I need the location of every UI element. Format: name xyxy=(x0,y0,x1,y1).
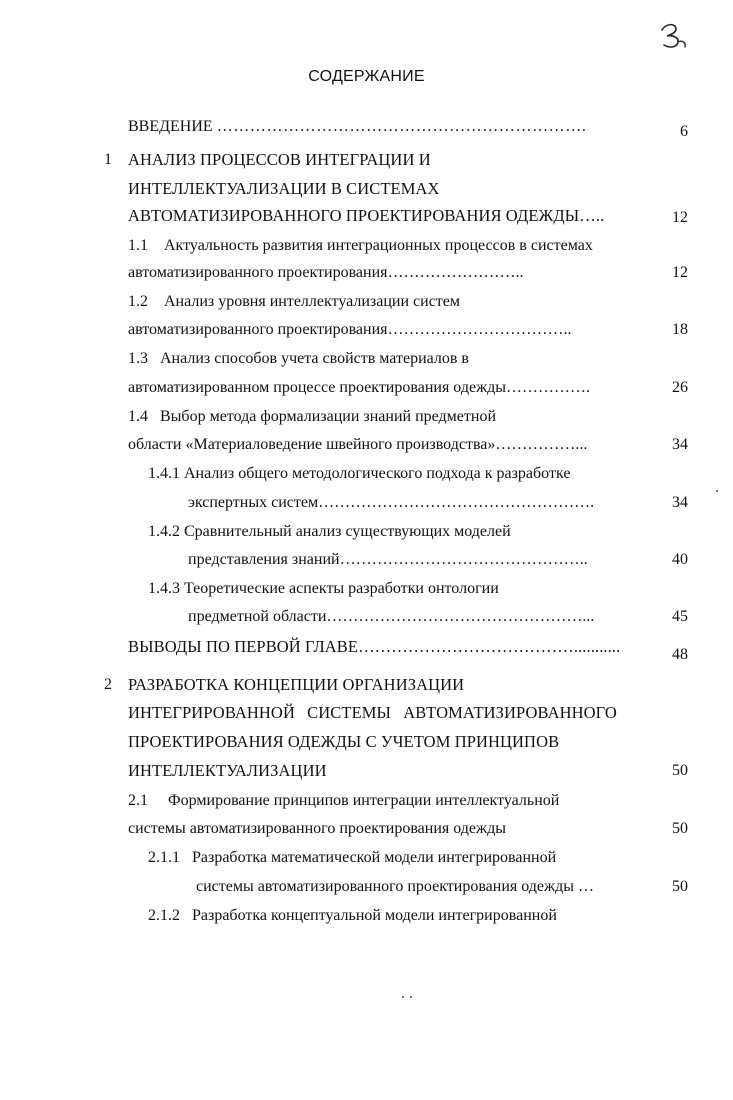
toc-s143-page: 45 xyxy=(672,608,688,625)
toc-ch2-line1: РАЗРАБОТКА КОНЦЕПЦИИ ОРГАНИЗАЦИИ xyxy=(128,675,465,694)
toc-s141-line1: 1.4.1 Анализ общего методологического подхода к разработке xyxy=(148,465,571,482)
toc-s142-line2: представления знаний……………………………………….. xyxy=(188,551,588,568)
page-title: СОДЕРЖАНИЕ xyxy=(308,68,425,85)
toc-s212-line1 xyxy=(148,906,557,926)
toc-ch2-line2: ИНТЕГРИРОВАННОЙ СИСТЕМЫ АВТОМАТИЗИРОВАННОГО xyxy=(128,703,617,722)
toc-s212-title: Разработка концептуальной модели интегрированной xyxy=(192,907,557,924)
toc-s212-num: 2.1.2 xyxy=(148,907,180,924)
toc-s13-line1 xyxy=(128,349,469,369)
toc-intro xyxy=(128,117,587,137)
toc-ch2-num: 2 xyxy=(104,676,112,693)
toc-s14-line1 xyxy=(128,407,496,427)
toc-s13-num: 1.3 xyxy=(128,350,148,367)
toc-s11-line2: автоматизированного проектирования…………………….. xyxy=(128,264,524,281)
toc-s12-title: Анализ уровня интеллектуализации систем xyxy=(164,293,461,310)
toc-ch2-line3: ПРОЕКТИРОВАНИЯ ОДЕЖДЫ С УЧЕТОМ ПРИНЦИПОВ xyxy=(128,732,560,751)
toc-s141-line2: экспертных систем……………………………………………. xyxy=(188,494,595,511)
toc-s13-title: Анализ способов учета свойств материалов в xyxy=(160,350,469,367)
toc-s141-page: 34 xyxy=(672,494,688,511)
toc-ch2-page: 50 xyxy=(672,762,688,779)
toc-s13-page: 26 xyxy=(672,379,688,396)
toc-intro-label: ВВЕДЕНИЕ xyxy=(128,118,213,135)
toc-ch1-line2: ИНТЕЛЛЕКТУАЛИЗАЦИИ В СИСТЕМАХ xyxy=(128,179,440,198)
toc-s143-line2: предметной области…………………………………………... xyxy=(188,608,595,625)
toc-s14-page: 34 xyxy=(672,436,688,453)
toc-s211-line1 xyxy=(148,848,556,868)
toc-s143-line1: 1.4.3 Теоретические аспекты разработки онтологии xyxy=(148,580,499,597)
toc-s14-num: 1.4 xyxy=(128,408,148,425)
toc-ch1-num: 1 xyxy=(104,151,112,168)
toc-ch1-line3: АВТОМАТИЗИРОВАННОГО ПРОЕКТИРОВАНИЯ ОДЕЖДЫ….. xyxy=(128,206,605,225)
toc-s13-line2: автоматизированном процессе проектирования одежды……………. xyxy=(128,379,591,396)
toc-s11-line1 xyxy=(128,236,593,256)
toc-s12-page: 18 xyxy=(672,321,688,338)
toc-s12-num: 1.2 xyxy=(128,293,148,310)
toc-s211-page: 50 xyxy=(672,878,688,895)
toc-s11-page: 12 xyxy=(672,264,688,281)
toc-s142-line1: 1.4.2 Сравнительный анализ существующих моделей xyxy=(148,523,511,540)
toc-ch2-line4: ИНТЕЛЛЕКТУАЛИЗАЦИИ xyxy=(128,761,327,780)
toc-s21-page: 50 xyxy=(672,820,688,837)
scan-speck xyxy=(410,996,412,998)
scan-speck xyxy=(402,996,404,998)
toc-s11-title: Актуальность развития интеграционных процессов в системах xyxy=(164,237,593,254)
toc-s14-title: Выбор метода формализации знаний предметной xyxy=(160,408,496,425)
toc-s12-line1 xyxy=(128,292,460,312)
toc-s142-page: 40 xyxy=(672,551,688,568)
toc-s11-num: 1.1 xyxy=(128,237,148,254)
toc-intro-dots: …………………………………………………………. xyxy=(216,118,587,135)
toc-s21-title: Формирование принципов интеграции интеллектуальной xyxy=(168,792,560,809)
toc-s21-line1 xyxy=(128,791,559,811)
toc-s21-num: 2.1 xyxy=(128,792,148,809)
toc-conclusions-ch1-page: 48 xyxy=(672,646,688,663)
scan-speck xyxy=(716,490,718,492)
toc-s211-line2: системы автоматизированного проектирования одежды … xyxy=(196,878,594,895)
toc-s12-line2: автоматизированного проектирования…………………………….. xyxy=(128,321,572,338)
toc-ch1-line1: АНАЛИЗ ПРОЦЕССОВ ИНТЕГРАЦИИ И xyxy=(128,150,431,169)
toc-intro-page: 6 xyxy=(680,123,688,140)
toc-s211-title: Разработка математической модели интегрированной xyxy=(192,849,557,866)
toc-conclusions-ch1: ВЫВОДЫ ПО ПЕРВОЙ ГЛАВЕ…………………………………........... xyxy=(128,637,621,656)
toc-s211-num: 2.1.1 xyxy=(148,849,180,866)
toc-s21-line2: системы автоматизированного проектирования одежды xyxy=(128,820,506,837)
handwritten-page-number xyxy=(652,20,696,60)
toc-s14-line2: области «Материаловедение швейного производства»……………... xyxy=(128,436,588,453)
toc-ch1-page: 12 xyxy=(672,209,688,226)
